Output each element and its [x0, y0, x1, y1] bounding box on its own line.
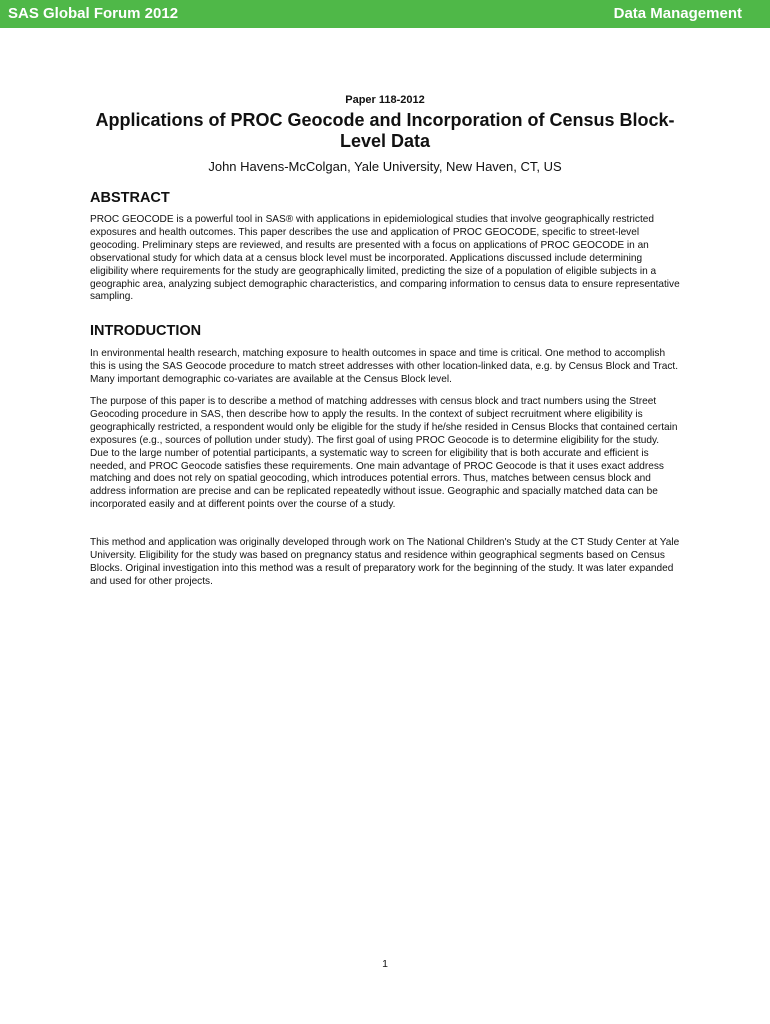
introduction-paragraph-2: The purpose of this paper is to describe a method of matching addresses with census block and tract numbers using the Street Geocoding procedure in SAS, then describe how to apply the results. In the context of subject recruitment where eligibility is geographically restricted, a respondent would only be eligible for the study if he/she resided in Census Blocks that contained certain exposures (e.g., sources of pollution under study). The first goal of using PROC Geocode is to determine eligibility for the study. Due to the large number of potential participants, a systematic way to screen for eligibility that is both accurate and efficient is needed, and PROC Geocode satisfies these requirements. One main advantage of PROC Geocode is that it uses exact address matching and does not rely on spatial geocoding, which introduces potential errors. Thus, matches between census block and address information are precise and can be replicated repeatedly without issue. Geographic and spacially matched data can be incorporated easily and at different points over the course of a study.	[90, 396, 678, 511]
conference-name: SAS Global Forum 2012	[8, 5, 179, 22]
introduction-heading: INTRODUCTION	[90, 323, 202, 339]
section-name: Data Management	[613, 5, 742, 22]
introduction-paragraph-1: In environmental health research, matching exposure to health outcomes in space and time is critical. One method to accomplish this is using the SAS Geocode procedure to match street addresses with other location-linked data, e.g. by Census Block and Tract. Many important demographic co-variates are available at the Census Block level.	[90, 348, 678, 385]
paper-number: Paper 118-2012	[345, 94, 425, 106]
abstract-paragraph: PROC GEOCODE is a powerful tool in SAS® with applications in epidemiological studies that involve geographically restricted exposures and health outcomes. This paper describes the use and application of PROC GEOCODE, specific to street-level geocoding. Preliminary steps are reviewed, and results are presented with a focus on applications of PROC GEOCODE in an observational study for which data at a census block level must be incorporated. Applications discussed include determining eligibility where requirements for the study are geographically limited, predicting the size of a population of eligible subjects in a geographic area, analyzing subject demographic characteristics, and comparing information to census data to ensure representative sampling.	[90, 214, 680, 303]
paper-title: Applications of PROC Geocode and Incorporation of Census Block-Level Data	[95, 110, 675, 151]
introduction-paragraph-3: This method and application was originally developed through work on The National Children's Study at the CT Study Center at Yale University. Eligibility for the study was based on pregnancy status and residence within geographical segments based on Census Blocks. Original investigation into this method was a result of preparatory work for the beginning of the study. It was later expanded and used for other projects.	[90, 537, 680, 587]
abstract-heading: ABSTRACT	[90, 190, 170, 206]
page-number: 1	[382, 958, 388, 970]
header-banner	[0, 0, 770, 28]
author-line: John Havens-McColgan, Yale University, New Haven, CT, US	[208, 159, 562, 174]
